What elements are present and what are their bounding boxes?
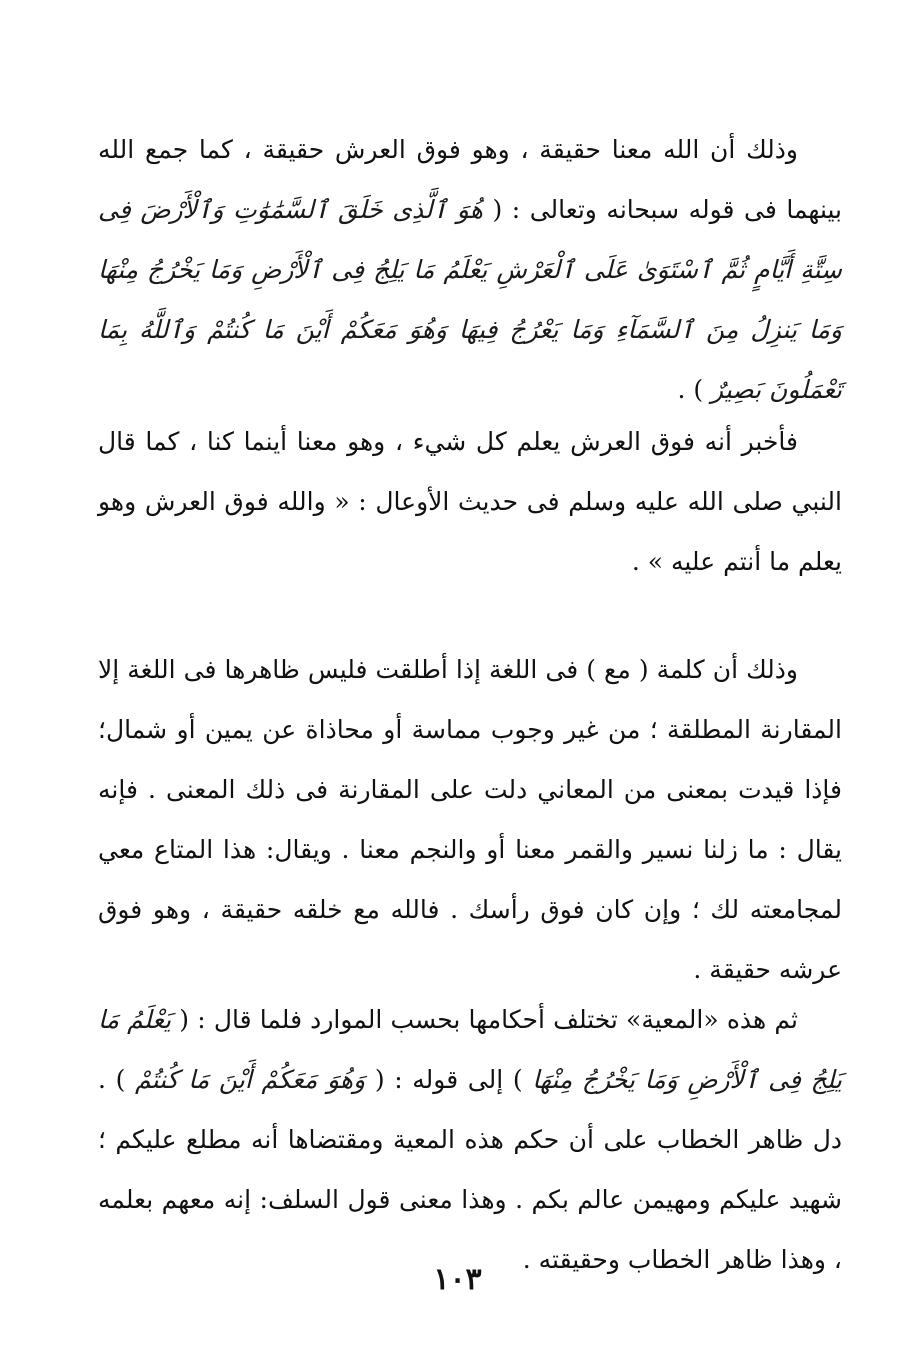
paragraph-1-text-before: وذلك أن الله معنا حقيقة ، وهو فوق العرش حقيقة ، كما جمع الله بينهما فى قوله سبحانه وتعالى : (	[98, 135, 842, 224]
quran-verse-fragment-2: وَهُوَ مَعَكُمْ أَيْنَ مَا كُنتُمْ	[134, 1065, 366, 1094]
paragraph-3	[98, 640, 842, 1000]
paragraph-4-text-after: ) . دل ظاهر الخطاب على أن حكم هذه المعية ومقتضاها أنه مطلع عليكم ؛ شهيد عليكم ومهيمن عالم بكم . وهذا معنى قول السلف: إنه معهم بعلمه ، وهذا ظاهر الخطاب وحقيقته .	[98, 1065, 842, 1274]
paragraph-3-text: وذلك أن كلمة ( مع ) فى اللغة إذا أطلقت فليس ظاهرها فى اللغة إلا المقارنة المطلقة ؛ من غير وجوب مماسة أو محاذاة عن يمين أو شمال؛ فإذا قيدت بمعنى من المعاني دلت على المقارنة فى ذلك المعنى . فإنه يقال : ما زلنا نسير والقمر معنا أو والنجم معنا . ويقال: هذا المتاع معي لمجامعته لك ؛ وإن كان فوق رأسك . فالله مع خلقه حقيقة ، وهو فوق عرشه حقيقة .	[98, 655, 842, 984]
paragraph-4-text-middle: ) إلى قوله : (	[374, 1065, 523, 1094]
quran-verse-fragment-1: يَعْلَمُ مَا يَلِجُ فِى ٱلْأَرْضِ وَمَا يَخْرُجُ مِنْهَا	[98, 1005, 842, 1094]
paragraph-4	[98, 990, 842, 1290]
paragraph-2	[98, 412, 842, 592]
paragraph-1-text-after: ) .	[677, 375, 704, 404]
paragraph-1	[98, 120, 842, 420]
page-number: ١٠٣	[433, 1262, 482, 1297]
paragraph-4-text-before: ثم هذه «المعية» تختلف أحكامها بحسب الموارد فلما قال : (	[179, 1005, 799, 1034]
paragraph-2-text: فأخبر أنه فوق العرش يعلم كل شيء ، وهو معنا أينما كنا ، كما قال النبي صلى الله عليه وسلم فى حديث الأوعال : « والله فوق العرش وهو يعلم ما أنتم عليه » .	[98, 427, 842, 576]
quran-verse-hadid-4: هُوَ ٱلَّذِى خَلَقَ ٱلسَّمَٰوَٰتِ وَٱلْأَرْضَ فِى سِتَّةِ أَيَّامٍ ثُمَّ ٱسْتَوَىٰ عَلَى ٱلْعَرْشِ يَعْلَمُ مَا يَلِجُ فِى ٱلْأَرْضِ وَمَا يَخْرُجُ مِنْهَا وَمَا يَنزِلُ مِنَ ٱلسَّمَآءِ وَمَا يَعْرُجُ فِيهَا وَهُوَ مَعَكُمْ أَيْنَ مَا كُنتُمْ وَٱللَّهُ بِمَا تَعْمَلُونَ بَصِيرٌ	[98, 195, 842, 404]
